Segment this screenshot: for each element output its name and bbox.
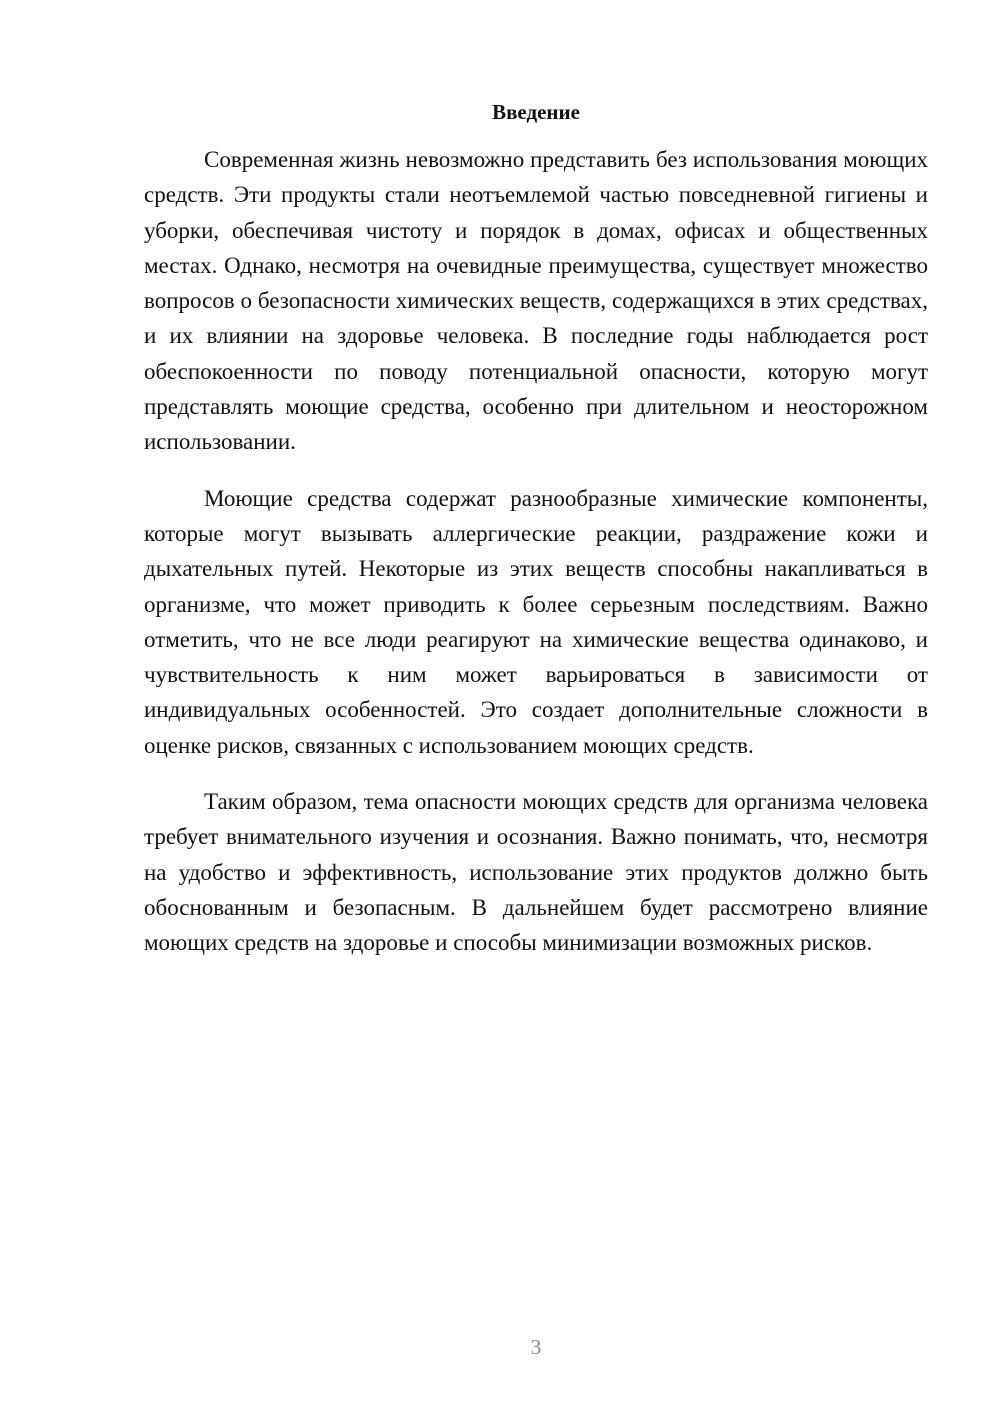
paragraph-intro: Современная жизнь невозможно представить без использования моющих средств. Эти продукты стали неотъемлемой частью повседневной гигиены и уборки, обеспечивая чистоту и порядок в домах, офисах и общественных местах. Однако, несмотря на очевидные преимущества, существует множество вопросов о безопасности химических веществ, содержащихся в этих средствах, и их влиянии на здоровье человека. В последние годы наблюдается рост обеспокоенности по поводу потенциальной опасности, которую могут представлять моющие средства, особенно при длительном и неосторожном использовании.	[144, 147, 928, 455]
paragraph-components: Моющие средства содержат разнообразные химические компоненты, которые могут вызывать аллергические реакции, раздражение кожи и дыхательных путей. Некоторые из этих веществ способны накапливаться в организме, что может приводить к более серьезным последствиям. Важно отметить, что не все люди реагируют на химические вещества одинаково, и чувствительность к ним может варьироваться в зависимости от индивидуальных особенностей. Это создает дополнительные сложности в оценке рисков, связанных с использованием моющих средств.	[144, 485, 928, 758]
paragraph-conclusion: Таким образом, тема опасности моющих средств для организма человека требует внимательного изучения и осознания. Важно понимать, что, несмотря на удобство и эффективность, использование этих продуктов должно быть обоснованным и безопасным. В дальнейшем будет рассмотрено влияние моющих средств на здоровье и способы минимизации возможных рисков.	[144, 789, 928, 956]
body-text	[144, 142, 928, 982]
page-heading: Введение	[492, 100, 580, 124]
page-number: 3	[530, 1335, 542, 1359]
